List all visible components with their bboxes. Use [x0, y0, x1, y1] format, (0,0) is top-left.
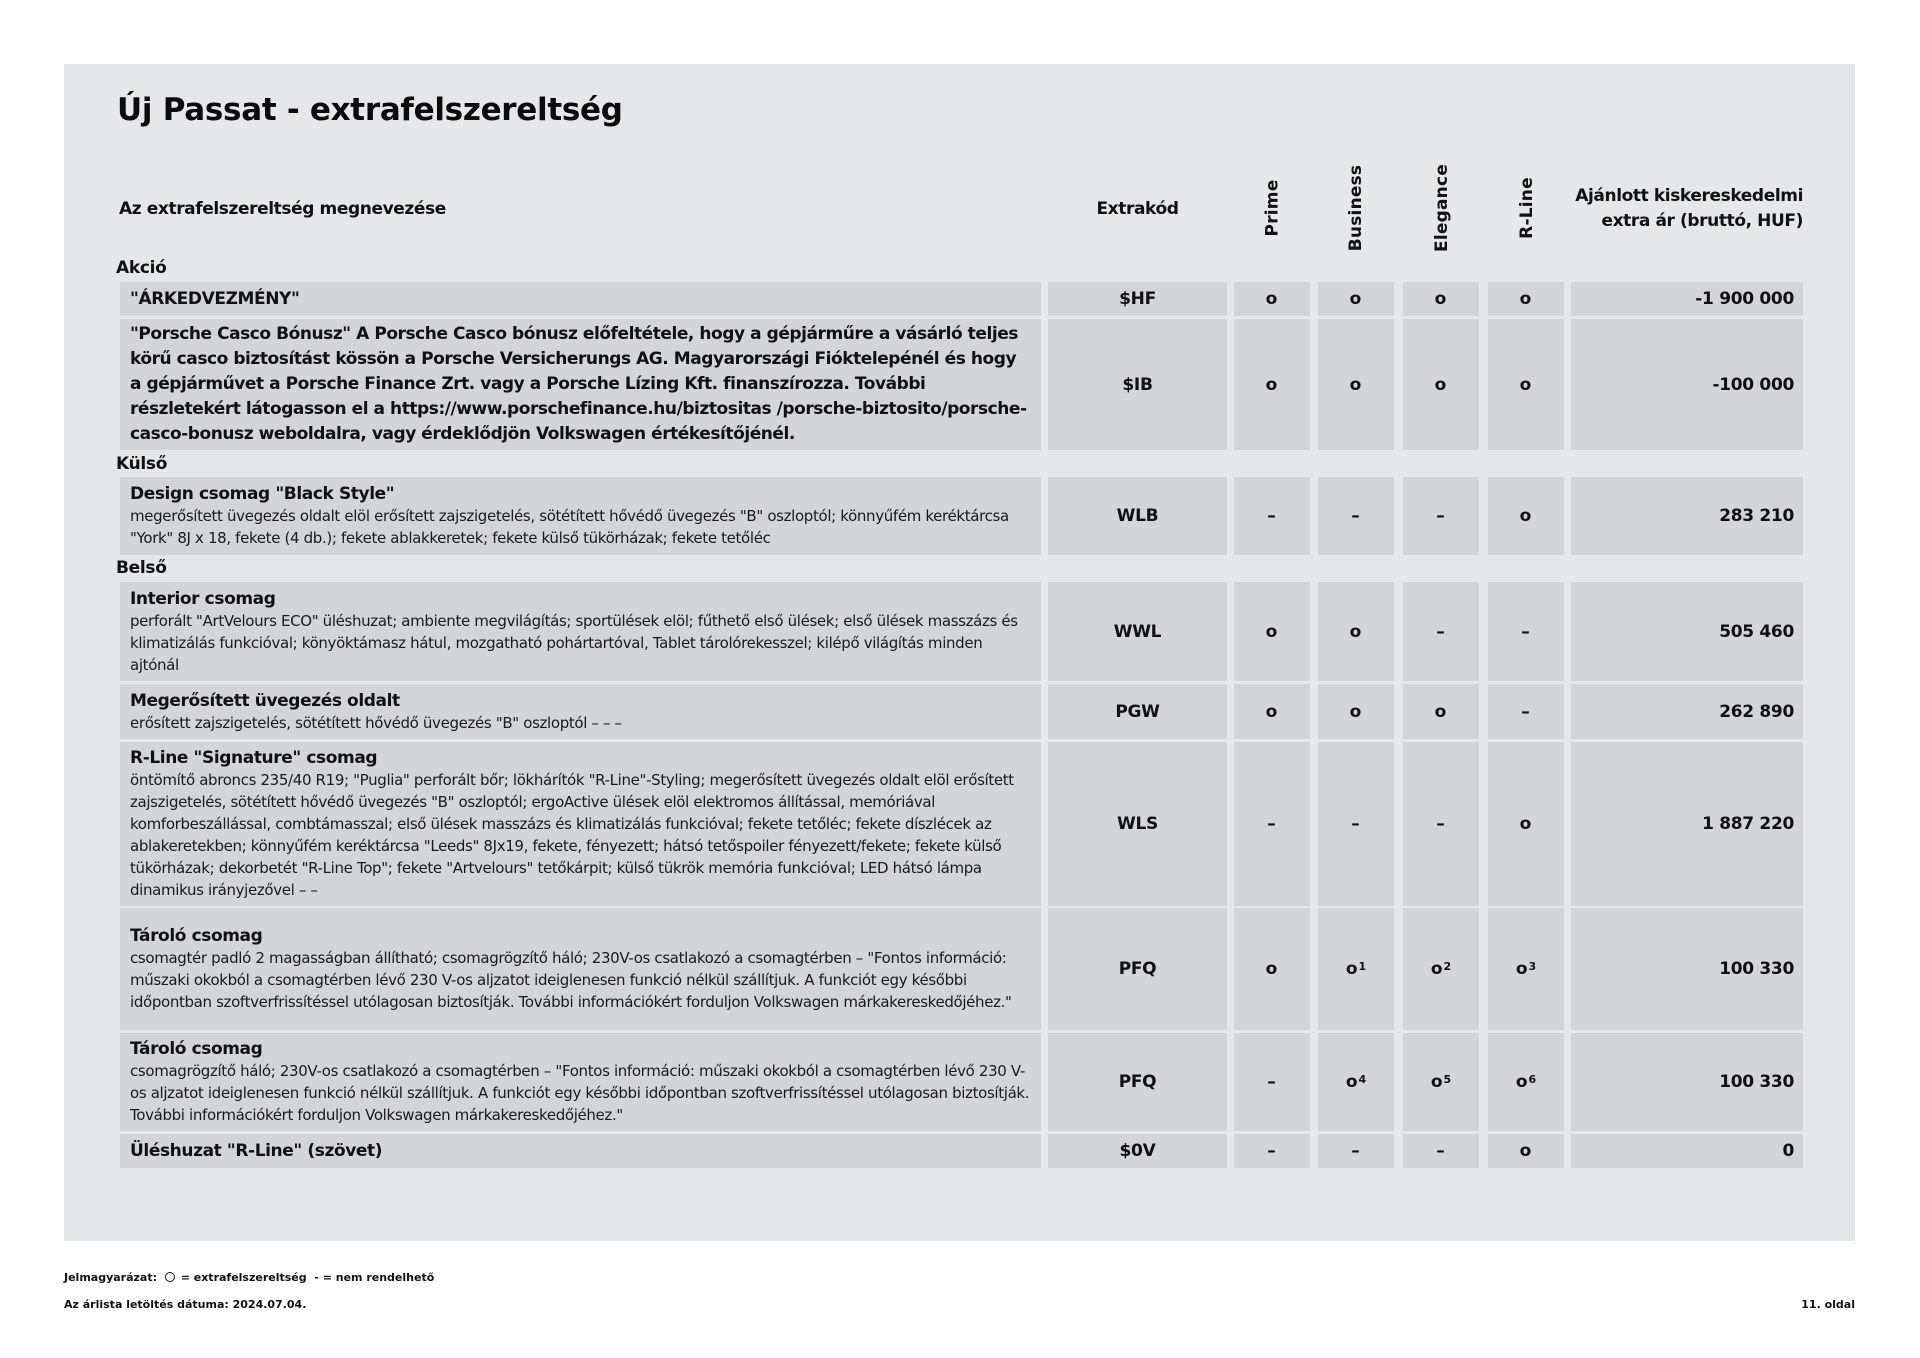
legend: Jelmagyarázat: = extrafelszereltség - = nem rendelhető: [64, 1271, 435, 1284]
table-row: [120, 582, 1803, 681]
column-header-elegance: Elegance: [1431, 163, 1452, 252]
column-header-name: Az extrafelszereltség megnevezése: [119, 199, 446, 219]
trim-prime-mark: –: [1234, 477, 1310, 555]
row-title: Design csomag "Black Style": [130, 484, 395, 504]
row-details: perforált "ArtVelours ECO" üléshuzat; ambiente megvilágítás; sportülések elöl; fűthető első ülések; első ülések masszázs és klimatizálás funkcióval; könyöktámasz hátul, mozgatható pohártartóval, Tablet tárolórekesszel; kilépő világítás minden ajtónál: [130, 611, 1018, 674]
table-row: [120, 684, 1803, 739]
trim-elegance-mark: o: [1403, 684, 1479, 739]
column-header-rline: R-Line: [1516, 176, 1537, 239]
row-code: PGW: [1048, 684, 1227, 739]
option-circle-icon: [165, 1272, 175, 1282]
row-description: [120, 582, 1041, 681]
row-description: [120, 1033, 1041, 1131]
trim-prime-mark: o: [1234, 582, 1310, 681]
trim-rline-mark: –: [1488, 582, 1564, 681]
trim-business-mark: o: [1318, 282, 1394, 316]
table-row: [120, 908, 1803, 1030]
trim-rline-mark: o: [1488, 477, 1564, 555]
row-description: [120, 282, 1041, 316]
trim-prime-mark: o: [1234, 282, 1310, 316]
column-header-code: Extrakód: [1096, 199, 1179, 219]
section-label-kulso: Külső: [116, 454, 168, 474]
row-price: 505 460: [1571, 582, 1803, 681]
column-header-price: Ajánlott kiskereskedelmi extra ár (bruttó, HUF): [1575, 186, 1803, 231]
table-row: [120, 319, 1803, 450]
trim-business-mark: o: [1318, 582, 1394, 681]
row-code: WWL: [1048, 582, 1227, 681]
trim-prime-mark: –: [1234, 1134, 1310, 1168]
trim-business-mark: o: [1318, 684, 1394, 739]
trim-elegance-mark: o: [1403, 282, 1479, 316]
trim-rline-mark: o $^3$: [1488, 908, 1564, 1030]
trim-rline-mark: o: [1488, 1134, 1564, 1168]
row-details: öntömítő abroncs 235/40 R19; "Puglia" perforált bőr; lökhárítók "R-Line"-Styling; megerősített üvegezés oldalt elöl erősített zajszigetelés, sötétített hővédő üvegezés "B" oszloptól; ergoActive ülések elöl elektromos állítással, memóriával komforbeszállással, combtámasszal; első ülések masszázs és klimatizálás funkcióval; fekete tetőléc; fekete díszlécek az ablakeretekben; könnyűfém keréktárcsa "Leeds" 8Jx19, fekete, fényezett; hátsó tetőspoiler fényezett/fekete; fekete külső tükörházak; dekorbetét "R-Line Top"; fekete "Artvelours" tetőkárpit; külső tükrök memória funkcióval; LED hátsó lámpa dinamikus irányjezővel – –: [130, 771, 1014, 899]
trim-elegance-mark: o $^2$: [1403, 908, 1479, 1030]
row-title: R-Line "Signature" csomag: [130, 748, 378, 768]
table-row: [120, 282, 1803, 316]
row-code: PFQ: [1048, 908, 1227, 1030]
row-price: -100 000: [1571, 319, 1803, 450]
trim-elegance-mark: o: [1403, 319, 1479, 450]
row-details: erősített zajszigetelés, sötétített hővédő üvegezés "B" oszloptól – – –: [130, 713, 622, 732]
trim-business-mark: o $^1$: [1318, 908, 1394, 1030]
row-price: 100 330: [1571, 1033, 1803, 1131]
trim-business-mark: –: [1318, 477, 1394, 555]
row-title: "ÁRKEDVEZMÉNY": [130, 289, 300, 309]
row-price: 262 890: [1571, 684, 1803, 739]
row-title: Üléshuzat "R-Line" (szövet): [130, 1141, 383, 1161]
table-row: [120, 477, 1803, 555]
row-code: WLB: [1048, 477, 1227, 555]
page-title: Új Passat - extrafelszereltség: [117, 92, 623, 128]
trim-prime-mark: o: [1234, 684, 1310, 739]
row-description: [120, 1134, 1041, 1168]
trim-elegance-mark: o $^5$: [1403, 1033, 1479, 1131]
trim-rline-mark: o: [1488, 319, 1564, 450]
row-title: Interior csomag: [130, 588, 276, 609]
table-row: [120, 742, 1803, 906]
table-row: [120, 1134, 1803, 1168]
row-title: Tároló csomag: [130, 1039, 263, 1059]
row-details: csomagtér padló 2 magasságban állítható; csomagrögzítő háló; 230V-os csatlakozó a csomagtérben – "Fontos információ: műszaki okokból a csomagtérben lévő 230 V-os aljzatot ideiglenesen funkció nélkül szállítjuk. A funkciót egy későbbi időpontban szoftverfrissítéssel utólagosan biztosítják. További információkért forduljon Volkswagen márkakereskedőjéhez.": [130, 949, 1012, 1011]
row-code: WLS: [1048, 742, 1227, 906]
trim-prime-mark: o: [1234, 319, 1310, 450]
download-date: Az árlista letöltés dátuma: 2024.07.04.: [64, 1298, 307, 1311]
row-price: -1 900 000: [1571, 282, 1803, 316]
trim-business-mark: –: [1318, 1134, 1394, 1168]
trim-rline-mark: o: [1488, 742, 1564, 906]
trim-elegance-mark: –: [1403, 742, 1479, 906]
section-label-belso: Belső: [116, 558, 167, 578]
trim-elegance-mark: –: [1403, 582, 1479, 681]
row-description: [120, 742, 1041, 906]
row-title: Megerősített üvegezés oldalt: [130, 690, 400, 711]
row-price: 0: [1571, 1134, 1803, 1168]
row-price: 283 210: [1571, 477, 1803, 555]
row-description: [120, 908, 1041, 1030]
row-title: Tároló csomag: [130, 926, 263, 946]
trim-elegance-mark: –: [1403, 477, 1479, 555]
row-details: megerősített üvegezés oldalt elöl erősített zajszigetelés, sötétített hővédő üvegezés "B" oszloptól; könnyűfém keréktárcsa "York" 8J x 18, fekete (4 db.); fekete ablakkeretek; fekete külső tükörházak; fekete tetőléc: [130, 507, 1009, 547]
trim-prime-mark: –: [1234, 1033, 1310, 1131]
trim-business-mark: o $^4$: [1318, 1033, 1394, 1131]
section-label-akcio: Akció: [116, 258, 167, 278]
trim-business-mark: o: [1318, 319, 1394, 450]
trim-rline-mark: o: [1488, 282, 1564, 316]
row-code: $0V: [1048, 1134, 1227, 1168]
row-price: 1 887 220: [1571, 742, 1803, 906]
trim-prime-mark: –: [1234, 742, 1310, 906]
row-code: PFQ: [1048, 1033, 1227, 1131]
row-price: 100 330: [1571, 908, 1803, 1030]
row-description: [120, 684, 1041, 739]
row-code: $IB: [1048, 319, 1227, 450]
table-row: [120, 1033, 1803, 1131]
page-number: 11. oldal: [1801, 1298, 1855, 1311]
row-code: $HF: [1048, 282, 1227, 316]
column-header-business: Business: [1346, 164, 1367, 251]
trim-rline-mark: –: [1488, 684, 1564, 739]
trim-rline-mark: o $^6$: [1488, 1033, 1564, 1131]
trim-elegance-mark: –: [1403, 1134, 1479, 1168]
trim-business-mark: –: [1318, 742, 1394, 906]
column-header-prime: Prime: [1262, 179, 1283, 236]
row-description: [120, 477, 1041, 555]
row-details: csomagrögzítő háló; 230V-os csatlakozó a csomagtérben – "Fontos információ: műszaki okokból a csomagtérben lévő 230 V-os aljzatot ideiglenesen funkció nélkül szállítjuk. A funkciót egy későbbi időpontban szoftverfrissítéssel utólagosan biztosítják. További információkért forduljon Volkswagen márkakereskedőjéhez.": [130, 1062, 1030, 1124]
row-title: "Porsche Casco Bónusz" A Porsche Casco bónusz előfeltétele, hogy a gépjárműre a vásárló teljes körű casco biztosítást kössön a Porsche Versicherungs AG. Magyarországi Fióktelepénél és hogy a gépjárművet a Porsche Finance Zrt. vagy a Porsche Lízing Kft. finanszírozza. További részletekért látogasson el a https://www.porschefinance.hu/biztositas /porsche-biztosito/porsche-casco-bonusz weboldalra, vagy érdeklődjön Volkswagen értékesítőjénél.: [130, 324, 1027, 444]
row-description: [120, 319, 1041, 450]
trim-prime-mark: o: [1234, 908, 1310, 1030]
